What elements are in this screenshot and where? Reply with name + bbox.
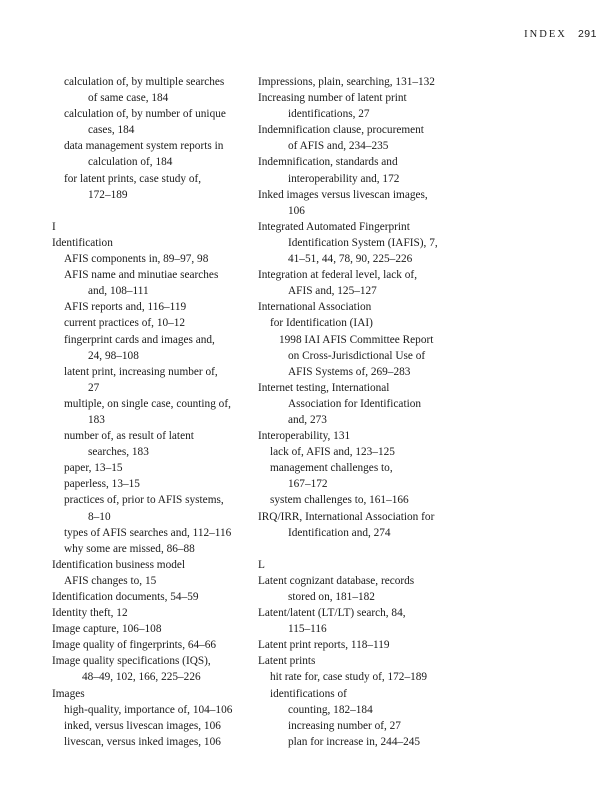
index-entry: increasing number of, 27: [288, 719, 401, 732]
index-entry: 8–10: [88, 510, 111, 523]
index-entry: AFIS name and minutiae searches: [64, 269, 219, 282]
index-entry: Identification documents, 54–59: [52, 591, 199, 603]
index-entry: and, 273: [288, 413, 327, 426]
index-entry: calculation of, 184: [88, 156, 173, 169]
index-entry: AFIS Systems of, 269–283: [288, 365, 411, 378]
section-letter: L: [258, 558, 265, 571]
index-entry: Identification: [52, 236, 113, 249]
index-entry: lack of, AFIS and, 123–125: [270, 446, 395, 459]
index-entry: practices of, prior to AFIS systems,: [64, 494, 224, 507]
index-entry: 48–49, 102, 166, 225–226: [82, 671, 201, 684]
blank-line: [258, 541, 458, 557]
index-entry: multiple, on single case, counting of,: [64, 397, 231, 410]
index-entry: Image capture, 106–108: [52, 623, 162, 636]
index-entry: of same case, 184: [88, 92, 169, 105]
index-entry: IRQ/IRR, International Association for: [258, 510, 435, 523]
index-entry: Image quality of fingerprints, 64–66: [52, 639, 217, 652]
index-entry: Association for Identification: [288, 397, 422, 410]
running-header: [524, 28, 597, 40]
index-entry: plan for increase in, 244–245: [288, 735, 421, 748]
index-entry: Latent print reports, 118–119: [258, 639, 390, 652]
index-entry: why some are missed, 86–88: [64, 542, 195, 555]
page-number: 291: [577, 28, 597, 40]
index-entry: management challenges to,: [270, 462, 393, 475]
index-entry: AFIS reports and, 116–119: [64, 301, 187, 314]
index-entry: 167–172: [288, 478, 328, 491]
index-column-left: [52, 74, 252, 750]
index-entry: hit rate for, case study of, 172–189: [270, 671, 428, 684]
index-entry: identifications of: [270, 687, 347, 700]
index-entry: Increasing number of latent print: [258, 92, 407, 105]
index-entry: International Association: [258, 301, 372, 314]
index-entry: high-quality, importance of, 104–106: [64, 703, 233, 716]
index-entry: AFIS components in, 89–97, 98: [64, 253, 209, 266]
index-entry: for Identification (IAI): [270, 317, 373, 330]
index-entry: stored on, 181–182: [288, 591, 375, 603]
index-entry: 27: [88, 381, 100, 394]
index-entry: 24, 98–108: [88, 349, 139, 362]
index-entry: Latent/latent (LT/LT) search, 84,: [258, 607, 406, 620]
index-entry: Identification System (IAFIS), 7,: [288, 236, 438, 249]
index-entry: Inked images versus livescan images,: [258, 188, 428, 201]
index-entry: livescan, versus inked images, 106: [64, 735, 221, 748]
index-entry: of AFIS and, 234–235: [288, 140, 389, 153]
index-entry: Integration at federal level, lack of,: [258, 269, 418, 282]
index-entry: latent print, increasing number of,: [64, 365, 218, 378]
index-entry: 1998 IAI AFIS Committee Report: [279, 333, 434, 346]
index-entry: interoperability and, 172: [288, 172, 400, 185]
blank-line: [52, 203, 252, 219]
index-entry: identifications, 27: [288, 108, 370, 121]
index-entry: calculation of, by multiple searches: [64, 76, 225, 88]
index-entry: 183: [88, 413, 105, 426]
index-entry: and, 108–111: [88, 285, 149, 298]
section-letter: I: [52, 220, 56, 233]
index-entry: AFIS changes to, 15: [64, 574, 157, 587]
index-entry: number of, as result of latent: [64, 430, 194, 443]
index-entry: inked, versus livescan images, 106: [64, 719, 221, 732]
index-entry: for latent prints, case study of,: [64, 172, 202, 185]
index-entry: cases, 184: [88, 124, 135, 137]
index-entry: types of AFIS searches and, 112–116: [64, 526, 232, 539]
index-entry: Interoperability, 131: [258, 430, 351, 443]
index-entry: AFIS and, 125–127: [288, 285, 377, 298]
index-entry: Impressions, plain, searching, 131–132: [258, 76, 435, 88]
index-entry: Integrated Automated Fingerprint: [258, 220, 410, 233]
index-entry: 115–116: [288, 623, 327, 636]
index-entry: calculation of, by number of unique: [64, 108, 226, 121]
index-entry: 172–189: [88, 188, 128, 201]
index-entry: Indemnification clause, procurement: [258, 124, 424, 137]
index-entry: fingerprint cards and images and,: [64, 333, 215, 346]
index-entry: Identification business model: [52, 558, 186, 571]
index-entry: Identity theft, 12: [52, 607, 128, 620]
index-entry: Indemnification, standards and: [258, 156, 398, 169]
index-entry: Internet testing, International: [258, 381, 390, 394]
index-entry: paper, 13–15: [64, 462, 123, 475]
index-entry: Identification and, 274: [288, 526, 391, 539]
index-entry: paperless, 13–15: [64, 478, 140, 491]
index-entry: Latent cognizant database, records: [258, 574, 415, 587]
index-entry: 106: [288, 204, 305, 217]
index-entry: searches, 183: [88, 446, 149, 459]
index-entry: data management system reports in: [64, 140, 224, 153]
index-entry: 41–51, 44, 78, 90, 225–226: [288, 253, 413, 266]
index-entry: current practices of, 10–12: [64, 317, 186, 330]
index-entry: Images: [52, 687, 85, 700]
index-entry: Latent prints: [258, 655, 316, 668]
running-header-title: INDEX: [524, 29, 567, 40]
index-column-right: [258, 74, 458, 750]
index-entry: Image quality specifications (IQS),: [52, 655, 211, 668]
index-entry: on Cross-Jurisdictional Use of: [288, 349, 426, 362]
index-entry: system challenges to, 161–166: [270, 494, 409, 507]
index-entry: counting, 182–184: [288, 703, 373, 716]
